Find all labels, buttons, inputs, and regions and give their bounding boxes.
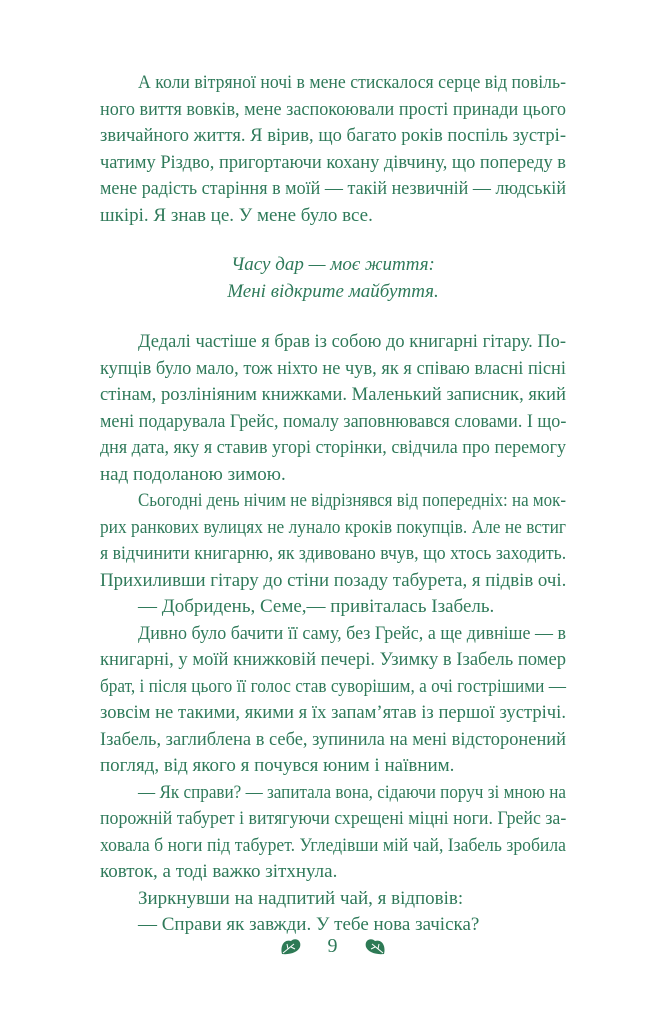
text-line: А коли вітряної ночі в мене стискалося серце від повіль- [138,72,566,93]
text-line: ного виття вовків, мене заспокоювали прості принади цього [100,98,566,120]
text-line: брат, і після цього її голос став суворішим, а очі гострішими — [100,675,566,697]
text-line: ковток, а тоді важко зітхнула. [100,861,338,882]
text-line: погляд, від якого я почувся юним і наївним. [100,755,455,776]
poem-line: Часу дар — моє життя: [231,254,435,275]
paragraph [100,621,566,780]
text-line: стінам, розлініяним книжками. Маленький записник, який [100,384,566,405]
paragraph [100,70,566,229]
text-line: звичайного життя. Я вірив, що багато років поспіль зустрі- [100,125,566,146]
leaf-ornament-icon [280,937,302,957]
text-line: Сьогодні день нічим не відрізнявся від попередніх: на мок- [138,490,566,511]
text-line: Зиркнувши на надпитий чай, я відповів: [138,887,464,909]
text-line: мене радість старіння в моїй — такій незвичній — людській [100,178,566,199]
text-line: — Як справи? — запитала вона, сідаючи поруч зі мною на [138,781,566,803]
text-line: — Добридень, Семе,— привіталась Ізабель. [138,596,495,617]
page-footer [0,935,665,958]
page-body [100,70,566,939]
text-line: зовсім не такими, якими я їх запам’ятав із першої зустрічі. [100,702,566,723]
text-line: Прихиливши гітару до стіни позаду табурета, я підвів очі. [100,569,567,591]
poem-line: Мені відкрите майбуття. [227,280,439,302]
text-line: Дивно було бачити її саму, без Грейс, а ще дивніше — в [138,622,566,644]
leaf-ornament-icon [364,937,386,957]
page-number: 9 [327,935,338,957]
text-line: я відчинити книгарню, як здивовано вчув, що хтось заходить. [100,543,567,564]
text-line: Дедалі частіше я брав із собою до книгарні гітару. По- [138,331,566,352]
paragraph [100,329,566,488]
poem-verse [100,252,566,305]
paragraph [100,594,566,621]
text-line: дня дата, яку я ставив угорі сторінки, свідчила про перемогу [100,437,566,458]
text-line: купців було мало, тож ніхто не чув, як я співаю власні пісні [100,357,566,379]
text-line: — Справи як завжди. У тебе нова зачіска? [138,914,480,935]
text-line: шкірі. Я знав це. У мене було все. [100,204,373,226]
text-line: над подоланою зимою. [100,463,286,485]
paragraph [100,886,566,913]
text-line: ховала б ноги під табурет. Угледівши мій чай, Ізабель зробила [100,834,566,856]
text-line: рих ранкових вулицях не лунало кроків покупців. Але не встиг [100,516,566,538]
text-line: Ізабель, заглиблена в себе, зупинила на мені відсторонений [100,728,566,750]
paragraph [100,780,566,886]
text-line: чатиму Різдво, пригортаючи кохану дівчину, що попереду в [100,151,566,173]
text-line: порожній табурет і витягуючи схрещені міцні ноги. Грейс за- [100,808,567,829]
text-line: мені подарувала Грейс, помалу заповнювався словами. І що- [100,410,567,432]
paragraph [100,488,566,594]
text-line: книгарні, у моїй книжковій печері. Узимку в Ізабель помер [100,649,566,670]
